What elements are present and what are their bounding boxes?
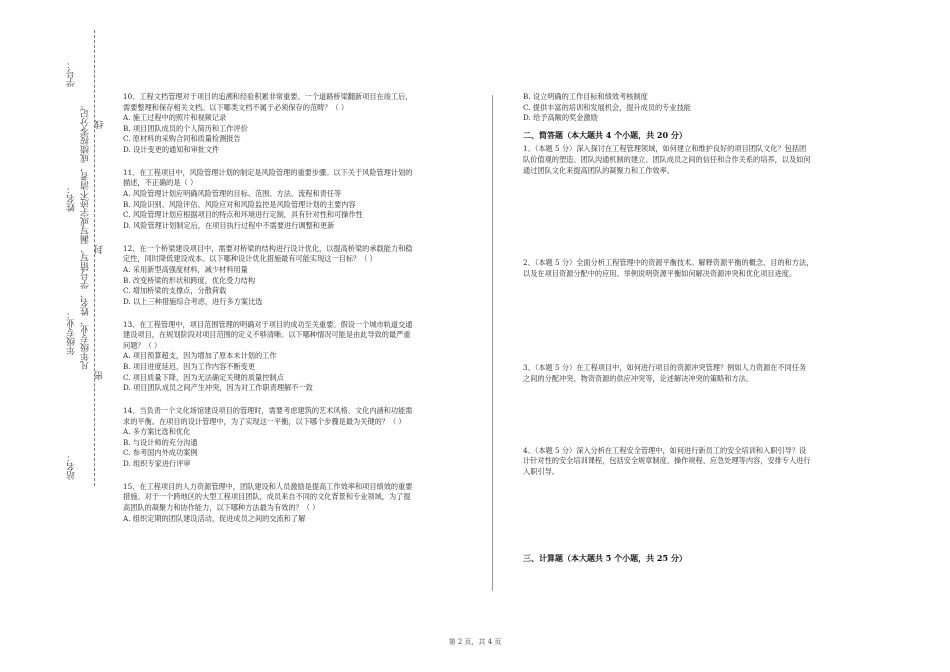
option-a: A. 风险管理计划应明确风险管理的目标、范围、方法、流程和责任等 xyxy=(123,189,342,199)
option-c: C. 风险管理计划应根据项目的特点和环境进行定制，具有针对性和可操作性 xyxy=(123,210,363,220)
question-14 xyxy=(123,406,468,470)
short-answer-1 xyxy=(523,144,863,176)
seal-char-feng: 封 xyxy=(95,245,105,255)
question-stem: 计针对性的安全培训课程，包括安全规章制度、操作规程、应急处理等内容，安排专人进行 xyxy=(523,456,811,466)
option-b: B. 项目进度延迟，因为工作内容不断变更 xyxy=(123,361,256,371)
margin-student-info xyxy=(68,60,77,480)
option-c: C. 项目质量下降，因为无法确定关键的质量控制点 xyxy=(123,372,284,382)
question-stem: 4、（本题 5 分）深入分析在工程安全管理中，如何进行新员工的安全培训和入职引导？设 xyxy=(523,445,807,455)
question-stem: 问题？（ ） xyxy=(123,340,162,350)
question-stem: 10、工程文档管理对于项目的追溯和经验积累非常重要。一个道路桥梁翻新项目在竣工后， xyxy=(123,92,413,101)
margin-warning: 凡年级专业、姓名、学号错写、漏写或字迹不清者，成绩按零分记。 xyxy=(81,100,91,370)
option-c: C. 增加桥梁的支撑点，分散荷载 xyxy=(123,286,227,296)
section-2-title: 二、简答题（本大题共 4 个小题，共 20 分） xyxy=(523,129,687,140)
option-a: A. 多方案比选和优化 xyxy=(123,427,191,437)
question-stem: 之间的分配冲突、物资资源的供应冲突等，论述解决冲突的策略和方法。 xyxy=(523,373,754,383)
question-stem: 队价值观的塑造、团队沟通机制的建立、团队成员之间的信任和合作关系的培养，以及如何 xyxy=(523,154,811,164)
question-stem: 12、在一个桥梁建设项目中，需要对桥梁的结构进行设计优化，以提高桥梁的承载能力和稳 xyxy=(123,243,413,253)
question-stem: 入职引导。 xyxy=(523,466,559,476)
question-12 xyxy=(123,244,468,308)
margin-major-label: 年级专业： xyxy=(67,310,77,355)
question-stem: 1、（本题 5 分）深入探讨在工程管理领域，如何建立和维护良好的项目团队文化？包括团 xyxy=(523,144,807,154)
option-b: B. 风险识别、风险评估、风险应对和风险监控是风险管理计划的主要内容 xyxy=(123,199,356,209)
option-c: C. 原材料的采购合同和质量检测报告 xyxy=(123,134,241,144)
question-stem: 15、在工程项目的人力资源管理中，团队建设和人员激励是提高工作效率和项目绩效的重要 xyxy=(123,481,413,491)
option-a: A. 组织定期的团队建设活动，促进成员之间的交流和了解 xyxy=(123,513,306,523)
short-answer-3 xyxy=(523,363,863,384)
option-d: D. 风险管理计划制定后，在项目执行过程中不需要进行调整和更新 xyxy=(123,220,335,230)
left-column xyxy=(123,92,468,524)
question-11 xyxy=(123,168,468,232)
question-15 xyxy=(123,482,468,524)
question-stem: 建设项目，在规划阶段对项目范围的定义不够清晰。以下哪种情况可能是由此导致的最严重 xyxy=(123,330,411,340)
short-answer-4 xyxy=(523,446,863,478)
right-column xyxy=(523,92,863,568)
question-stem: 描述，不正确的是（ ） xyxy=(123,178,198,188)
seal-char-xian: 线 xyxy=(95,120,105,129)
page-footer: 第 2 页，共 4 页 xyxy=(448,638,502,646)
option-b: B. 与设计师的充分沟通 xyxy=(123,437,198,447)
question-stem: 11、在工程项目中，风险管理计划的制定是风险管理的重要步骤。以下关于风险管理计划的 xyxy=(123,167,413,177)
option-a: A. 项目预算超支，因为增加了原本未计划的工作 xyxy=(123,351,277,361)
margin-seal-line xyxy=(96,120,105,380)
question-13 xyxy=(123,320,468,394)
option-c: C. 提供丰富的培训和发展机会，提升成员的专业技能 xyxy=(523,102,691,112)
option-d: D. 以上三种措施综合考虑，进行多方案比选 xyxy=(123,296,263,306)
seal-dashed-line xyxy=(94,30,95,486)
column-divider xyxy=(492,95,493,591)
question-15-continued xyxy=(523,92,863,124)
question-stem: 措施。对于一个跨地区的大型工程项目团队，成员来自不同的文化背景和专业领域，为了提 xyxy=(123,492,411,502)
margin-station-label: 站名： xyxy=(67,453,77,480)
section-3-title: 三、计算题（本大题共 5 个小题，共 25 分） xyxy=(523,553,687,564)
question-stem: 定性，同时降低建设成本。以下哪种设计优化措施最有可能实现这一目标？（ ） xyxy=(123,254,377,264)
option-d: D. 组织专家进行评审 xyxy=(123,459,191,468)
option-d: D. 给予高额的奖金激励 xyxy=(523,113,598,123)
question-10 xyxy=(123,92,468,156)
option-a: A. 采用新型高强度材料，减少材料用量 xyxy=(123,264,248,274)
short-answer-2 xyxy=(523,258,863,279)
option-d: D. 设计变更的通知和审批文件 xyxy=(123,144,220,154)
option-b: B. 改变桥梁的形状和跨度，优化受力结构 xyxy=(123,275,256,285)
margin-name-label: 姓名： xyxy=(67,185,77,212)
question-stem: 13、在工程管理中，项目范围管理的明确对于项目的成功至关重要。假设一个城市轨道交通 xyxy=(123,319,413,329)
option-b: B. 项目团队成员的个人简历和工作评价 xyxy=(123,123,248,133)
seal-char-mi: 密 xyxy=(95,371,105,380)
question-stem: 14、当负责一个文化场馆建设项目的管理时，需要考虑建筑的艺术风格、文化内涵和功能需 xyxy=(123,406,413,416)
question-stem: 需要整理和保存相关文档。以下哪类文档不属于必须保存的范畴？（ ） xyxy=(123,102,349,112)
option-a: A. 施工过程中的照片和视频记录 xyxy=(123,113,227,123)
option-c: C. 参考国内外成功案例 xyxy=(123,448,198,458)
margin-id-label: 学号： xyxy=(67,60,77,87)
question-stem: 求的平衡。在项目的设计管理中，为了实现这一平衡，以下哪个步骤是最为关键的？（ ） xyxy=(123,416,406,426)
option-b: B. 设立明确的工作目标和绩效考核制度 xyxy=(523,92,648,101)
question-stem: 以及在项目资源分配中的应用。举例说明资源平衡如何解决资源冲突和优化项目进度。 xyxy=(523,268,797,278)
option-d: D. 项目团队成员之间产生冲突，因为对工作职责理解不一致 xyxy=(123,383,313,393)
question-stem: 高团队的凝聚力和协作能力，以下哪种方法最为有效的？（ ） xyxy=(123,503,320,513)
question-stem: 通过团队文化来提高团队的凝聚力和工作效率。 xyxy=(523,165,674,175)
question-stem: 3、（本题 5 分）在工程项目中，如何进行项目的资源冲突管理？例如人力资源在不同任务 xyxy=(523,363,807,373)
question-stem: 2、（本题 5 分）全面分析工程管理中的资源平衡技术。解释资源平衡的概念、目的和方法， xyxy=(523,258,814,268)
